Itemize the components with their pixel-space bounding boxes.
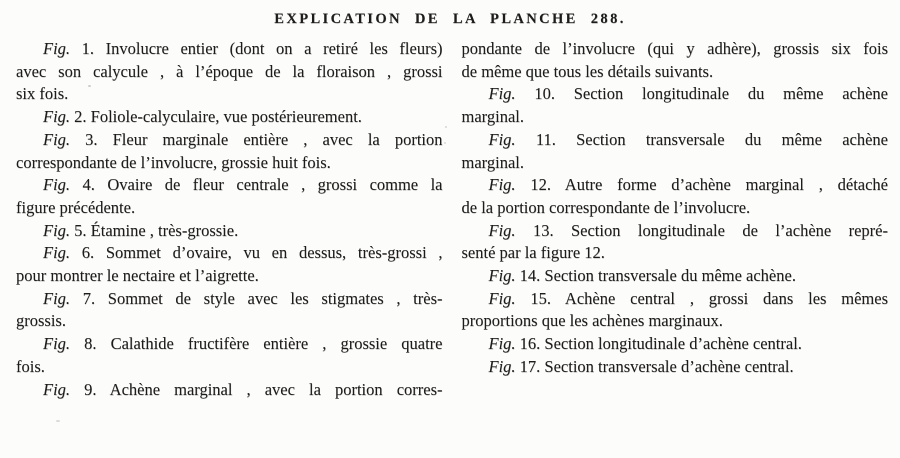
line-text: 7. Sommet de style avec les stigmates , très- xyxy=(82,288,443,308)
line-text: de la portion correspondante de l’involucre. xyxy=(461,197,751,217)
text-line xyxy=(462,265,889,288)
line-text: grossis. xyxy=(16,311,66,331)
text-line xyxy=(462,174,889,197)
right-column xyxy=(462,38,889,401)
text-line xyxy=(16,38,443,61)
line-text: 5. Étamine , très-grossie. xyxy=(74,220,239,240)
text-line xyxy=(16,197,443,220)
line-text: marginal. xyxy=(461,107,524,127)
text-line xyxy=(16,356,443,379)
fig-label: Fig. xyxy=(488,84,516,104)
line-text: avec son calycule , à l’époque de la floraison , grossi xyxy=(16,61,443,81)
text-line xyxy=(462,83,889,106)
text-line xyxy=(462,310,889,333)
scan-speck xyxy=(445,126,447,128)
scan-speck xyxy=(88,85,91,87)
line-text: 4. Ovaire de fleur centrale , grossi comme la xyxy=(82,175,443,195)
line-text: fois. xyxy=(16,356,45,376)
text-line xyxy=(16,310,443,333)
text-line xyxy=(462,61,889,84)
two-column-text xyxy=(0,38,900,401)
fig-label: Fig. xyxy=(43,334,71,354)
fig-label: Fig. xyxy=(488,220,516,240)
text-line xyxy=(16,83,443,106)
text-line xyxy=(16,220,443,243)
text-line xyxy=(16,61,443,84)
text-line xyxy=(462,38,889,61)
line-text: pondante de l’involucre (qui y adhère), grossis six fois xyxy=(461,39,888,58)
line-text: correspondante de l’involucre, grossie huit fois. xyxy=(16,152,331,172)
line-text: 1. Involucre entier (dont on a retiré les fleurs) xyxy=(81,39,443,58)
fig-label: Fig. xyxy=(488,266,516,286)
text-line xyxy=(462,129,889,152)
text-line xyxy=(462,333,889,356)
line-text: 6. Sommet d’ovaire, vu en dessus, très-grossi , xyxy=(81,243,443,263)
text-line xyxy=(462,356,889,379)
fig-label: Fig. xyxy=(488,175,516,195)
text-line xyxy=(462,288,889,311)
line-text: 8. Calathide fructifère entière , grossie quatre xyxy=(84,334,443,354)
line-text: proportions que les achènes marginaux. xyxy=(461,311,723,331)
fig-label: Fig. xyxy=(488,356,516,376)
line-text: senté par la figure 12. xyxy=(461,243,605,263)
line-text: 17. Section transversale d’achène central. xyxy=(519,356,794,376)
fig-label: Fig. xyxy=(43,39,71,58)
fig-label: Fig. xyxy=(43,288,71,308)
line-text: 14. Section transversale du même achène. xyxy=(519,266,796,286)
text-line xyxy=(16,174,443,197)
text-line xyxy=(16,288,443,311)
line-text: 16. Section longitudinale d’achène central. xyxy=(519,334,802,354)
fig-label: Fig. xyxy=(43,243,71,263)
line-text: pour montrer le nectaire et l’aigrette. xyxy=(16,266,259,286)
text-line xyxy=(16,106,443,129)
fig-label: Fig. xyxy=(488,288,516,308)
fig-label: Fig. xyxy=(43,129,71,149)
line-text: de même que tous les détails suivants. xyxy=(461,61,714,81)
line-text: 12. Autre forme d’achène marginal , détaché xyxy=(530,175,889,195)
text-line xyxy=(16,129,443,152)
text-line xyxy=(16,333,443,356)
fig-label: Fig. xyxy=(43,379,71,399)
page-title: EXPLICATION DE LA PLANCHE 288. xyxy=(274,11,626,27)
line-text: 11. Section transversale du même achène xyxy=(535,129,888,149)
text-line xyxy=(462,197,889,220)
text-line xyxy=(462,220,889,243)
text-line xyxy=(16,379,443,402)
line-text: 2. Foliole-calyculaire, vue postérieurement. xyxy=(74,107,362,127)
line-text: 13. Section longitudinale de l’achène repré- xyxy=(532,220,888,240)
line-text: 9. Achène marginal , avec la portion corres- xyxy=(84,379,443,399)
fig-label: Fig. xyxy=(43,220,71,240)
line-text: 10. Section longitudinale du même achène xyxy=(534,84,889,104)
line-text: figure précédente. xyxy=(16,197,136,217)
text-line xyxy=(462,242,889,265)
fig-label: Fig. xyxy=(488,334,516,354)
fig-label: Fig. xyxy=(43,175,71,195)
scan-speck xyxy=(444,142,446,144)
fig-label: Fig. xyxy=(488,129,516,149)
line-text: 15. Achène central , grossi dans les mêmes xyxy=(530,288,888,308)
left-column xyxy=(16,38,443,401)
line-text: marginal. xyxy=(461,152,524,172)
line-text: 3. Fleur marginale entière , avec la portion xyxy=(85,129,443,149)
scan-speck xyxy=(56,420,60,422)
line-text: six fois. xyxy=(16,84,69,104)
text-line xyxy=(16,242,443,265)
text-line xyxy=(16,152,443,175)
text-line xyxy=(16,265,443,288)
fig-label: Fig. xyxy=(43,107,71,127)
text-line xyxy=(462,152,889,175)
text-line xyxy=(462,106,889,129)
